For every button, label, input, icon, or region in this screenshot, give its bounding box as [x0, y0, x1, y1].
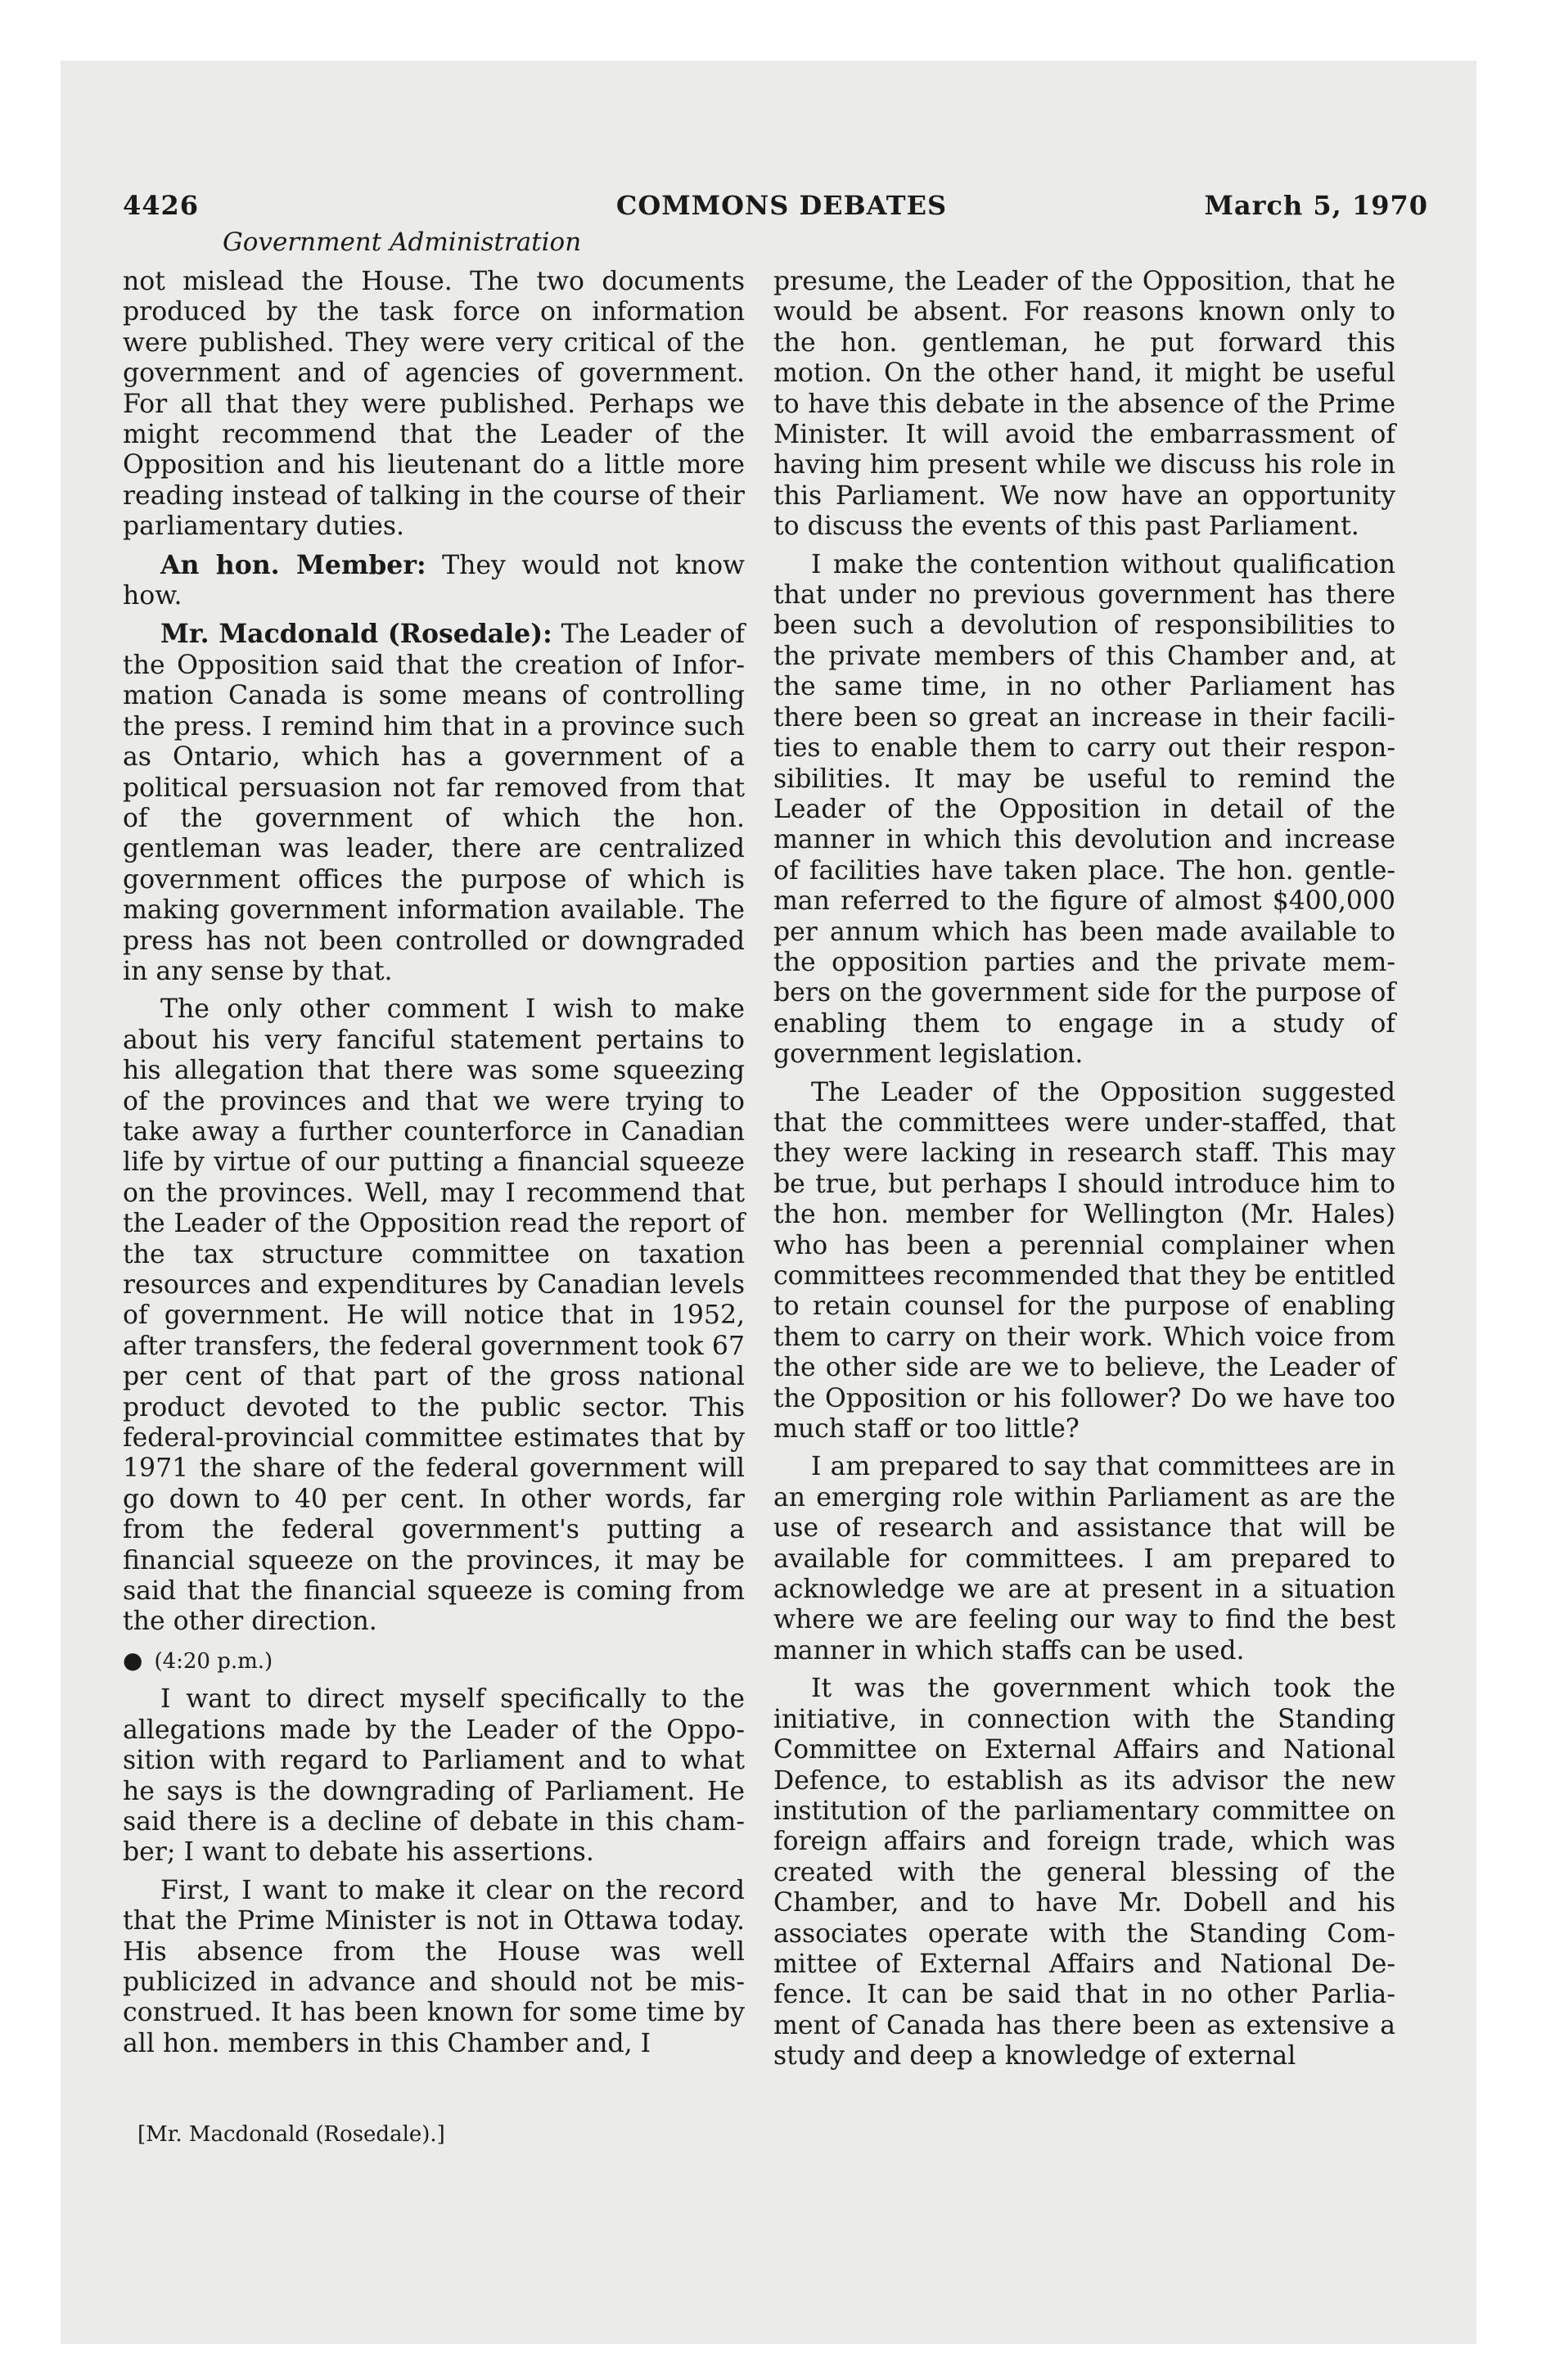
- paragraph: First, I want to make it clear on the record that the Prime Minister is not in Ottawa today. His absence from the House was well publicized in advance and should not be misconstrued. It has been known for some time by all hon. members in this Chamber and, I: [123, 1875, 745, 2058]
- paragraph: [123, 550, 745, 612]
- speaker-footnote: [Mr. Macdonald (Rosedale).]: [137, 2122, 445, 2147]
- right-column: [773, 267, 1395, 2080]
- paragraph: presume, the Leader of the Opposition, that he would be absent. For reasons known only to the hon. gentleman, he put forward this motion. On the other hand, it might be useful to have this debate in the absence of the Prime Minister. It will avoid the embarrassment of having him present while we discuss his role in this Parliament. We now have an opportunity to discuss the events of this past Parliament.: [773, 267, 1395, 542]
- speaker-name: Mr. Macdonald (Rosedale):: [160, 619, 552, 650]
- paragraph: not mislead the House. The two documents produced by the task force on information were published. They were very critical of the government and of agencies of government. For all that they were published. Perhaps we might recommend that the Leader of the Opposition and his lieutenant do a little more reading instead of talking in the course of their parliamentary duties.: [123, 267, 745, 542]
- paragraph: [123, 619, 745, 987]
- speech-text: The Leader of the Opposition said that the creation of Information Canada is some means of controlling the press. I remind him that in a province such as Ontario, which has a government of a political persuasion not far removed from that of the government of which the hon. gentleman was leader, there are centralized government offices the purpose of which is making government information available. The press has not been controlled or downgraded in any sense by that.: [123, 620, 745, 986]
- time-mark: [123, 1645, 745, 1677]
- paragraph: I make the contention without qualification that under no previous government has there been such a devolution of responsibilities to the private members of this Chamber and, at the same time, in no other Parliament has there been so great an increase in their facilities to enable them to carry out their responsibilities. It may be useful to remind the Leader of the Opposition in detail of the manner in which this devolution and increase of facilities have taken place. The hon. gentleman referred to the figure of almost $400,000 per annum which has been made available to the opposition parties and the private members on the government side for the purpose of enabling them to engage in a study of government legislation.: [773, 549, 1395, 1070]
- speech-text: They would not know how.: [123, 550, 745, 611]
- paragraph: The only other comment I wish to make about his very fanciful statement pertains to his allegation that there was some squeezing of the provinces and that we were trying to take away a further counterforce in Canadian life by virtue of our putting a financial squeeze on the provinces. Well, may I recommend that the Leader of the Opposition read the report of the tax structure committee on taxation resources and expenditures by Canadian levels of government. He will notice that in 1952, after transfers, the federal government took 67 per cent of that part of the gross national product devoted to the public sector. This federal-provincial committee estimates that by 1971 the share of the federal government will go down to 40 per cent. In other words, far from the federal government's putting a financial squeeze on the provinces, it may be said that the financial squeeze is coming from the other direction.: [123, 994, 745, 1637]
- section-title: Government Administration: [223, 228, 582, 257]
- time-mark-text: (4:20 p.m.): [154, 1648, 273, 1674]
- bullet-icon: ●: [123, 1646, 143, 1674]
- speaker-name: An hon. Member:: [160, 549, 426, 580]
- paragraph: It was the government which took the initiative, in connection with the Standing Committee on External Affairs and National Defence, to establish as its advisor the new institution of the parliamentary committee on foreign affairs and foreign trade, which was created with the general blessing of the Chamber, and to have Mr. Dobell and his associates operate with the Standing Committee of External Affairs and National Defence. It can be said that in no other Parliament of Canada has there been as extensive a study and deep a knowledge of external: [773, 1674, 1395, 2071]
- left-column: [123, 267, 745, 2067]
- page-header: [123, 190, 1428, 231]
- journal-title: COMMONS DEBATES: [615, 190, 948, 221]
- paragraph: I want to direct myself specifically to the allegations made by the Leader of the Opposition with regard to Parliament and to what he says is the downgrading of Parliament. He said there is a decline of debate in this chamber; I want to debate his assertions.: [123, 1684, 745, 1868]
- paragraph: The Leader of the Opposition suggested that the committees were under-staffed, that they were lacking in research staff. This may be true, but perhaps I should introduce him to the hon. member for Wellington (Mr. Hales) who has been a perennial complainer when committees recommended that they be entitled to retain counsel for the purpose of enabling them to carry on their work. Which voice from the other side are we to believe, the Leader of the Opposition or his follower? Do we have too much staff or too little?: [773, 1077, 1395, 1445]
- paragraph: I am prepared to say that committees are in an emerging role within Parliament as are the use of research and assistance that will be available for committees. I am prepared to acknowledge we are at present in a situation where we are feeling our way to find the best manner in which staffs can be used.: [773, 1452, 1395, 1666]
- issue-date: March 5, 1970: [1204, 190, 1428, 221]
- page-number: 4426: [123, 190, 200, 221]
